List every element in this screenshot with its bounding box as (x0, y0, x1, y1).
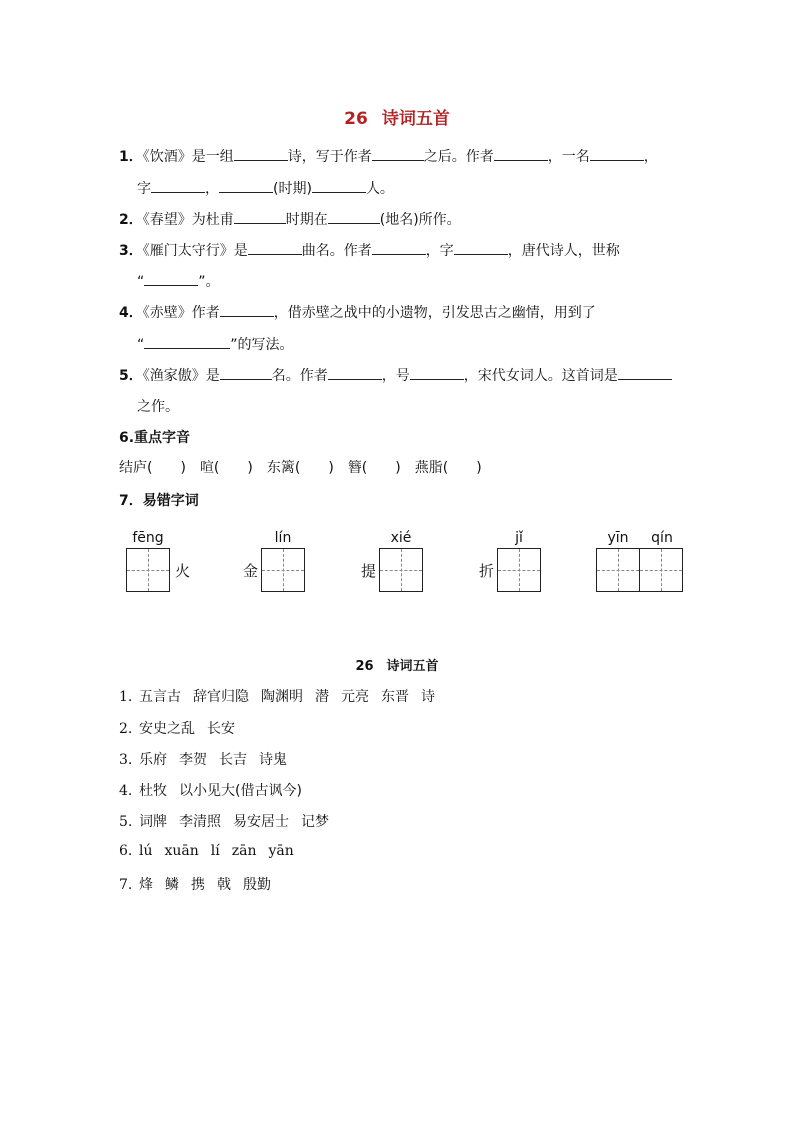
blank[interactable] (220, 302, 274, 317)
pinyin-label: jǐ (515, 530, 523, 546)
blank[interactable] (234, 209, 286, 224)
question-5: 5．《渔家傲》是 名。作者 ，号 ，宋代女词人。这首词是 (119, 365, 672, 385)
blank[interactable] (372, 146, 424, 161)
pinyin-label: fēng (132, 530, 164, 546)
blank[interactable] (328, 209, 380, 224)
writing-grid[interactable] (639, 548, 683, 592)
writing-grid[interactable] (379, 548, 423, 592)
question-7-label: 7．易错字词 (119, 493, 199, 509)
blank[interactable] (234, 146, 288, 161)
answer-line: 6. lú xuān lí zān yān (119, 843, 294, 859)
question-1-cont: 字 ， (时期) 人。 (137, 178, 394, 198)
blank[interactable] (590, 146, 644, 161)
blank[interactable] (220, 365, 272, 380)
writing-grid[interactable] (261, 548, 305, 592)
answer-line: 2. 安史之乱 长安 (119, 721, 235, 737)
radical-char: 火 (175, 562, 191, 580)
answer-line: 1. 五言古 辞官归隐 陶渊明 潜 元亮 东晋 诗 (119, 689, 435, 705)
writing-grid[interactable] (596, 548, 640, 592)
title-text: 诗词五首 (381, 109, 450, 129)
blank[interactable] (144, 334, 230, 349)
question-3: 3．《雁门太守行》是 曲名。作者 ，字 ，唐代诗人，世称 (119, 240, 620, 260)
radical-char: 折 (479, 562, 495, 580)
blank[interactable] (328, 365, 382, 380)
blank[interactable] (248, 240, 302, 255)
answer-line: 4. 杜牧 以小见大(借古讽今) (119, 783, 302, 799)
blank[interactable] (454, 240, 508, 255)
blank[interactable] (144, 271, 198, 286)
question-3-cont: “ ”。 (137, 271, 220, 291)
blank[interactable] (372, 240, 426, 255)
answer-line: 3. 乐府 李贺 长吉 诗鬼 (119, 752, 287, 768)
blank[interactable] (618, 365, 672, 380)
pinyin-label: xié (390, 530, 412, 546)
title-number: 26 (344, 109, 368, 129)
radical-char: 金 (243, 562, 259, 580)
question-1: 1．《饮酒》是一组 诗，写于作者 之后。作者 ，一名 ， (119, 146, 658, 166)
blank[interactable] (151, 178, 205, 193)
writing-grid[interactable] (126, 548, 170, 592)
answer-line: 5. 词牌 李清照 易安居士 记梦 (119, 814, 329, 830)
blank[interactable] (312, 178, 366, 193)
question-2: 2．《春望》为杜甫 时期在 (地名)所作。 (119, 209, 461, 229)
answer-line: 7. 烽 鳞 携 戟 殷勤 (119, 877, 271, 893)
question-6-label: 6.重点字音 (119, 430, 191, 446)
pinyin-label: qín (651, 530, 673, 546)
question-4: 4．《赤壁》作者 ，借赤壁之战中的小遗物，引发思古之幽情，用到了 (119, 302, 596, 322)
answers-title: 26 诗词五首 (355, 659, 439, 674)
blank[interactable] (410, 365, 464, 380)
question-4-cont: “ ”的写法。 (137, 334, 294, 354)
page-title (0, 104, 794, 129)
pinyin-label: yīn (607, 530, 629, 546)
radical-char: 提 (361, 562, 377, 580)
question-6-items: 结庐( ) 喧( ) 东篱( ) 簪( ) 燕脂( ) (119, 460, 482, 476)
blank[interactable] (494, 146, 548, 161)
question-5-cont: 之作。 (137, 399, 179, 415)
blank[interactable] (219, 178, 273, 193)
writing-grid[interactable] (497, 548, 541, 592)
pinyin-label: lín (274, 530, 292, 546)
